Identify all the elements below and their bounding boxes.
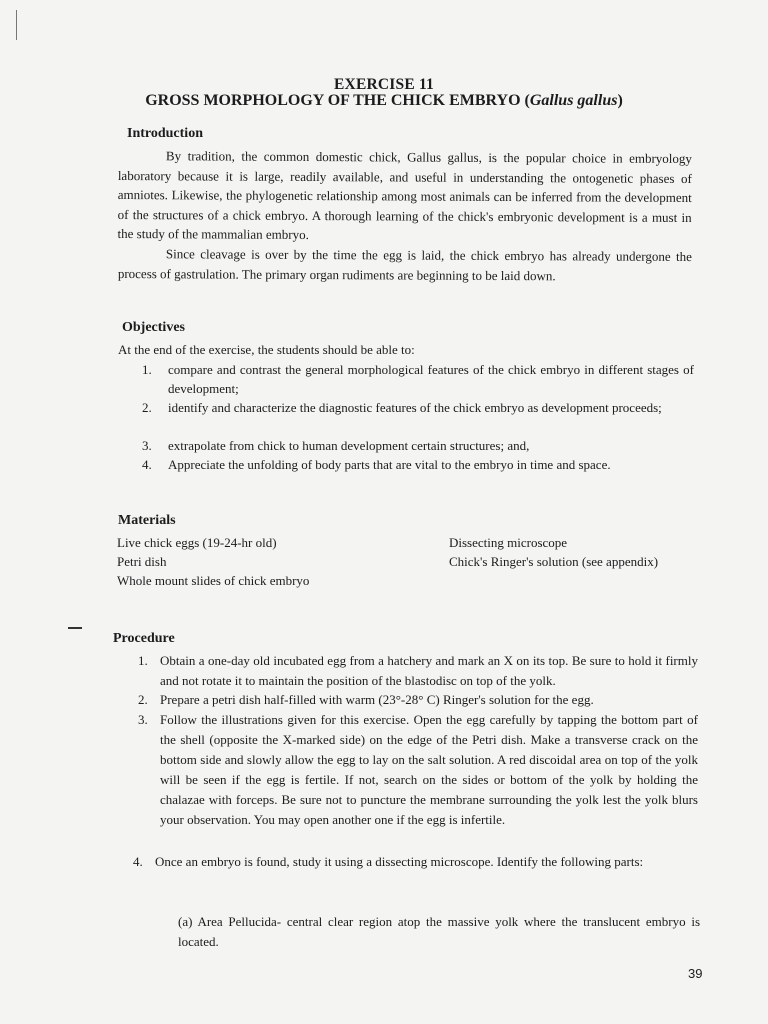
material-item: Chick's Ringer's solution (see appendix) <box>449 554 659 569</box>
introduction-paragraph-2: Since cleavage is over by the time the egg is laid, the chick embryo has already undergone the process of gastrulation. The primary organ rudiments are beginning to be laid down. <box>117 246 692 283</box>
objectives-intro: At the end of the exercise, the students should be able to: <box>118 342 415 357</box>
procedure-item-1: 1. Obtain a one-day old incubated egg from a hatchery and mark an X on its top. Be sure to hold it firmly and not rotate it to maintain the position of the blastodisc on top of the yolk. <box>138 653 698 688</box>
title-main: GROSS MORPHOLOGY OF THE CHICK EMBRYO ( <box>145 92 530 109</box>
procedure-sub-item-a: (a) Area Pellucida- central clear region atop the massive yolk where the translucent embryo is located. <box>178 914 700 949</box>
objective-item-4: 4. Appreciate the unfolding of body parts that are vital to the embryo in time and space. <box>142 457 611 472</box>
procedure-heading: Procedure <box>113 631 175 646</box>
exercise-title <box>0 92 768 110</box>
title-species: Gallus gallus <box>529 92 618 109</box>
material-item: Whole mount slides of chick embryo <box>117 573 310 588</box>
procedure-item-2: 2. Prepare a petri dish half-filled with warm (23°-28° C) Ringer's solution for the egg. <box>138 692 594 707</box>
objective-item-2: 2. identify and characterize the diagnostic features of the chick embryo as development proceeds; <box>142 400 662 415</box>
material-item: Live chick eggs (19-24-hr old) <box>117 535 277 550</box>
exercise-number: EXERCISE 11 <box>334 76 434 93</box>
page-number: 39 <box>688 966 703 981</box>
procedure-item-4: 4. Once an embryo is found, study it using a dissecting microscope. Identify the following parts: <box>133 854 644 869</box>
scan-mark <box>68 627 82 629</box>
material-item: Petri dish <box>117 554 167 569</box>
title-end: ) <box>617 92 623 109</box>
materials-heading: Materials <box>118 513 176 528</box>
objectives-heading: Objectives <box>122 320 185 335</box>
scan-mark <box>16 10 17 40</box>
introduction-heading: Introduction <box>127 126 203 141</box>
material-item: Dissecting microscope <box>449 535 568 550</box>
introduction-paragraph-1: By tradition, the common domestic chick, Gallus gallus, is the popular choice in embryology laboratory because it is large, readily available, and useful in understanding the ontogenetic phases of amniotes. Likewise, the phylogenetic relationship among most animals can be inferred from the development of the structures of a chick embryo. A thorough learning of the chick's embryonic development is a must in the study of the mammalian embryo. <box>117 148 692 243</box>
procedure-item-3: 3. Follow the illustrations given for this exercise. Open the egg carefully by tapping the bottom part of the shell (opposite the X-marked side) on the edge of the Petri dish. Make a transverse crack on the bottom side and slowly allow the egg to lay on the salt solution. A red discoidal area on top of the yolk will be seen if the egg is fertile. If not, search on the sides or bottom of the yolk by holding the chalazae with forceps. Be sure not to puncture the membrane surrounding the yolk lest the yolk blurs your observation. You may open another one if the egg is infertile. <box>138 712 698 827</box>
objective-item-3: 3. extrapolate from chick to human development certain structures; and, <box>142 438 530 453</box>
objective-item-1: 1. compare and contrast the general morphological features of the chick embryo in different stages of development; <box>142 362 694 396</box>
